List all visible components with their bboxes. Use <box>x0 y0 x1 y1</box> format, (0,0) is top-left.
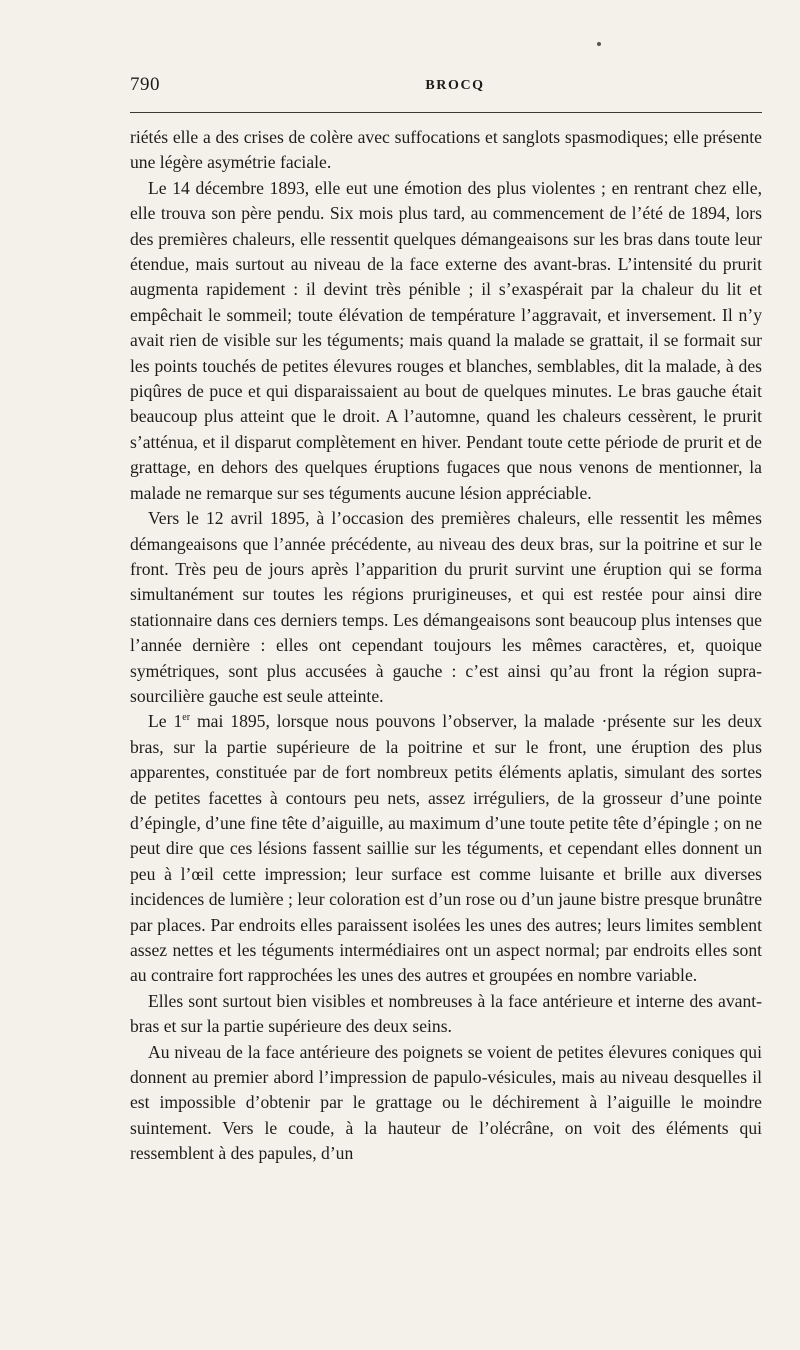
running-title: BROCQ <box>425 78 485 93</box>
paragraph: Vers le 12 avril 1895, à l’occasion des premières chaleurs, elle ressentit les mêmes démangeaisons que l’année précédente, au niveau des deux bras, sur la poitrine et sur le front. Très peu de jours après l’apparition du prurit survint une éruption qui se forma simultanément sur toutes les régions prurigineuses, et qui est restée pour ainsi dire stationnaire dans ces derniers temps. Les démangeaisons sont beaucoup plus intenses que l’année dernière : elles ont cependant toujours les mêmes caractères, et, quoique symétriques, sont plus accusées à gauche : c’est ainsi qu’au front la région supra-sourcilière gauche est seule atteinte. <box>130 508 762 706</box>
paragraph: riétés elle a des crises de colère avec suffocations et sanglots spasmodiques; elle présente une légère asymétrie faciale. <box>130 127 762 173</box>
paragraph-rest: mai 1895, lorsque nous pouvons l’observer, la malade ·présente sur les deux bras, sur la partie supérieure de la poitrine et sur le front, une éruption des plus apparentes, constituée par de fort nombreux petits éléments aplatis, simulant des sortes de petites facettes à contours peu nets, assez irréguliers, de la grosseur d’une pointe d’épingle, d’une fine tête d’aiguille, au maximum d’une toute petite tête d’épingle ; on ne peut dire que ces lésions fassent saillie sur les téguments, et cependant elles donnent un peu à l’œil cette impression; leur surface est comme luisante et brille aux diverses incidences de lumière ; leur coloration est d’un rose ou d’un jaune bistre presque brunâtre par places. Par endroits elles paraissent isolées les unes des autres; leurs limites semblent assez nettes et les téguments intermédiaires ont un aspect normal; par endroits elles sont au contraire fort rapprochées les unes des autres et groupées en nombre variable. <box>130 711 762 986</box>
running-head <box>130 74 762 100</box>
ink-speck <box>597 42 601 46</box>
paragraph: Le 14 décembre 1893, elle eut une émotion des plus violentes ; en rentrant chez elle, elle trouva son père pendu. Six mois plus tard, au commencement de l’été de 1894, lors des premières chaleurs, elle ressentit quelques démangeaisons sur les bras dans toute leur étendue, mais surtout au niveau de la face externe des avant-bras. L’intensité du prurit augmenta rapidement : il devint très pénible ; il s’exaspérait par la chaleur du lit et empêchait le sommeil; toute élévation de température l’aggravait, et inversement. Il n’y avait rien de visible sur les téguments; mais quand la malade se grattait, il se formait sur les points touchés de petites élevures rouges et blanches, semblables, dit la malade, à des piqûres de puce et qui disparaissaient au bout de quelques minutes. Le bras gauche était beaucoup plus atteint que le droit. A l’automne, quand les chaleurs cessèrent, le prurit s’atténua, et il disparut complètement en hiver. Pendant toute cette période de prurit et de grattage, en dehors des quelques éruptions fugaces que nous venons de mentionner, la malade ne remarque sur ses téguments aucune lésion appréciable. <box>130 177 762 503</box>
ordinal-superscript: er <box>182 712 191 724</box>
paragraph <box>130 709 762 988</box>
paragraph: Au niveau de la face antérieure des poignets se voient de petites élevures coniques qui donnent au premier abord l’impression de papulo-vésicules, mais au niveau desquelles il est impossible d’obtenir par le grattage ou le déchirement à l’aiguille le moindre suintement. Vers le coude, à la hauteur de l’olécrâne, on voit des éléments qui ressemblent à des papules, d’un <box>130 1041 762 1164</box>
page-number: 790 <box>130 74 160 95</box>
paragraph-lead: Le 1 <box>148 711 183 732</box>
header-rule <box>130 112 762 113</box>
paragraph: Elles sont surtout bien visibles et nombreuses à la face antérieure et interne des avant-bras et sur la partie supérieure des deux seins. <box>130 990 762 1037</box>
body-text <box>130 125 762 1167</box>
